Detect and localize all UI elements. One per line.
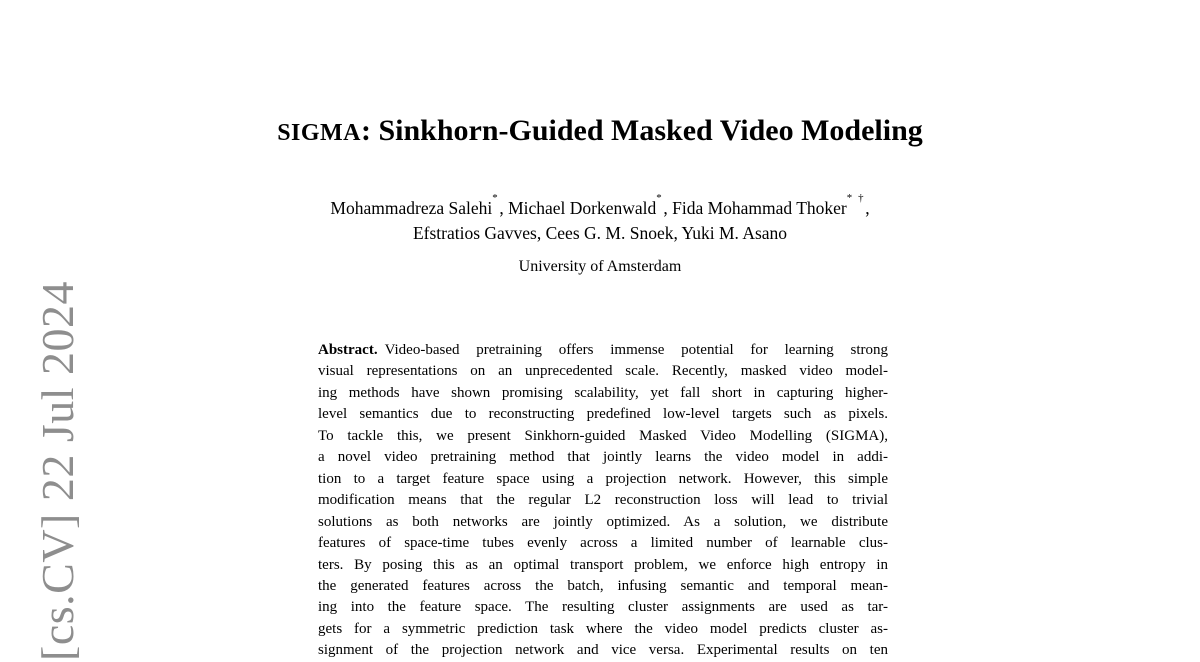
- abstract-line: solutions as both networks are jointly optimized. As a solution, we distribute: [318, 513, 888, 530]
- arxiv-watermark: [cs.CV] 22 Jul 2024: [32, 280, 83, 661]
- author-line-2: Efstratios Gavves, Cees G. M. Snoek, Yuki M. Asano: [412, 222, 788, 243]
- abstract: [318, 340, 888, 662]
- abstract-line: ing methods have shown promising scalability, yet fall short in capturing higher-: [318, 384, 888, 401]
- author-name: Fida Mohammad Thoker* †,: [672, 192, 870, 218]
- abstract-line: the generated features across the batch, infusing semantic and temporal mean-: [318, 577, 888, 594]
- abstract-line: tion to a target feature space using a projection network. However, this simple: [318, 470, 888, 487]
- abstract-line: [318, 340, 888, 361]
- author-mark: *: [656, 192, 664, 205]
- title-rest: : Sinkhorn-Guided Masked Video Modeling: [360, 114, 923, 147]
- abstract-line: To tackle this, we present Sinkhorn-guided Masked Video Modelling (SIGMA),: [318, 427, 888, 444]
- abstract-text: Video-based pretraining offers immense potential for learning strong: [384, 342, 888, 358]
- abstract-line: a novel video pretraining method that jointly learns the video model in addi-: [318, 449, 888, 466]
- abstract-line: gets for a symmetric prediction task where the video model predicts cluster as-: [318, 620, 888, 637]
- author-name: Michael Dorkenwald*,: [508, 192, 673, 218]
- abstract-line: features of space-time tubes evenly across a limited number of learnable clus-: [318, 535, 888, 552]
- author-line-1: [0, 192, 1200, 221]
- title-smallcaps: SIGMA: [277, 120, 361, 146]
- abstract-line: modification means that the regular L2 reconstruction loss will lead to trivial: [318, 492, 888, 509]
- abstract-line: signment of the projection network and vice versa. Experimental results on ten: [318, 642, 888, 659]
- author-block: [0, 192, 1200, 246]
- affiliation: University of Amsterdam: [518, 258, 682, 275]
- abstract-label: Abstract.: [318, 342, 378, 358]
- author-name: Mohammadreza Salehi*,: [330, 192, 509, 218]
- paper-title: [0, 113, 1200, 151]
- author-mark: *: [492, 192, 500, 205]
- author-mark: * †: [846, 192, 866, 205]
- abstract-line: ters. By posing this as an optimal transport problem, we enforce high entropy in: [318, 556, 888, 573]
- abstract-line: ing into the feature space. The resulting cluster assignments are used as tar-: [318, 599, 888, 616]
- abstract-line: level semantics due to reconstructing predefined low-level targets such as pixels.: [318, 406, 888, 423]
- abstract-line: visual representations on an unprecedented scale. Recently, masked video model-: [318, 363, 888, 380]
